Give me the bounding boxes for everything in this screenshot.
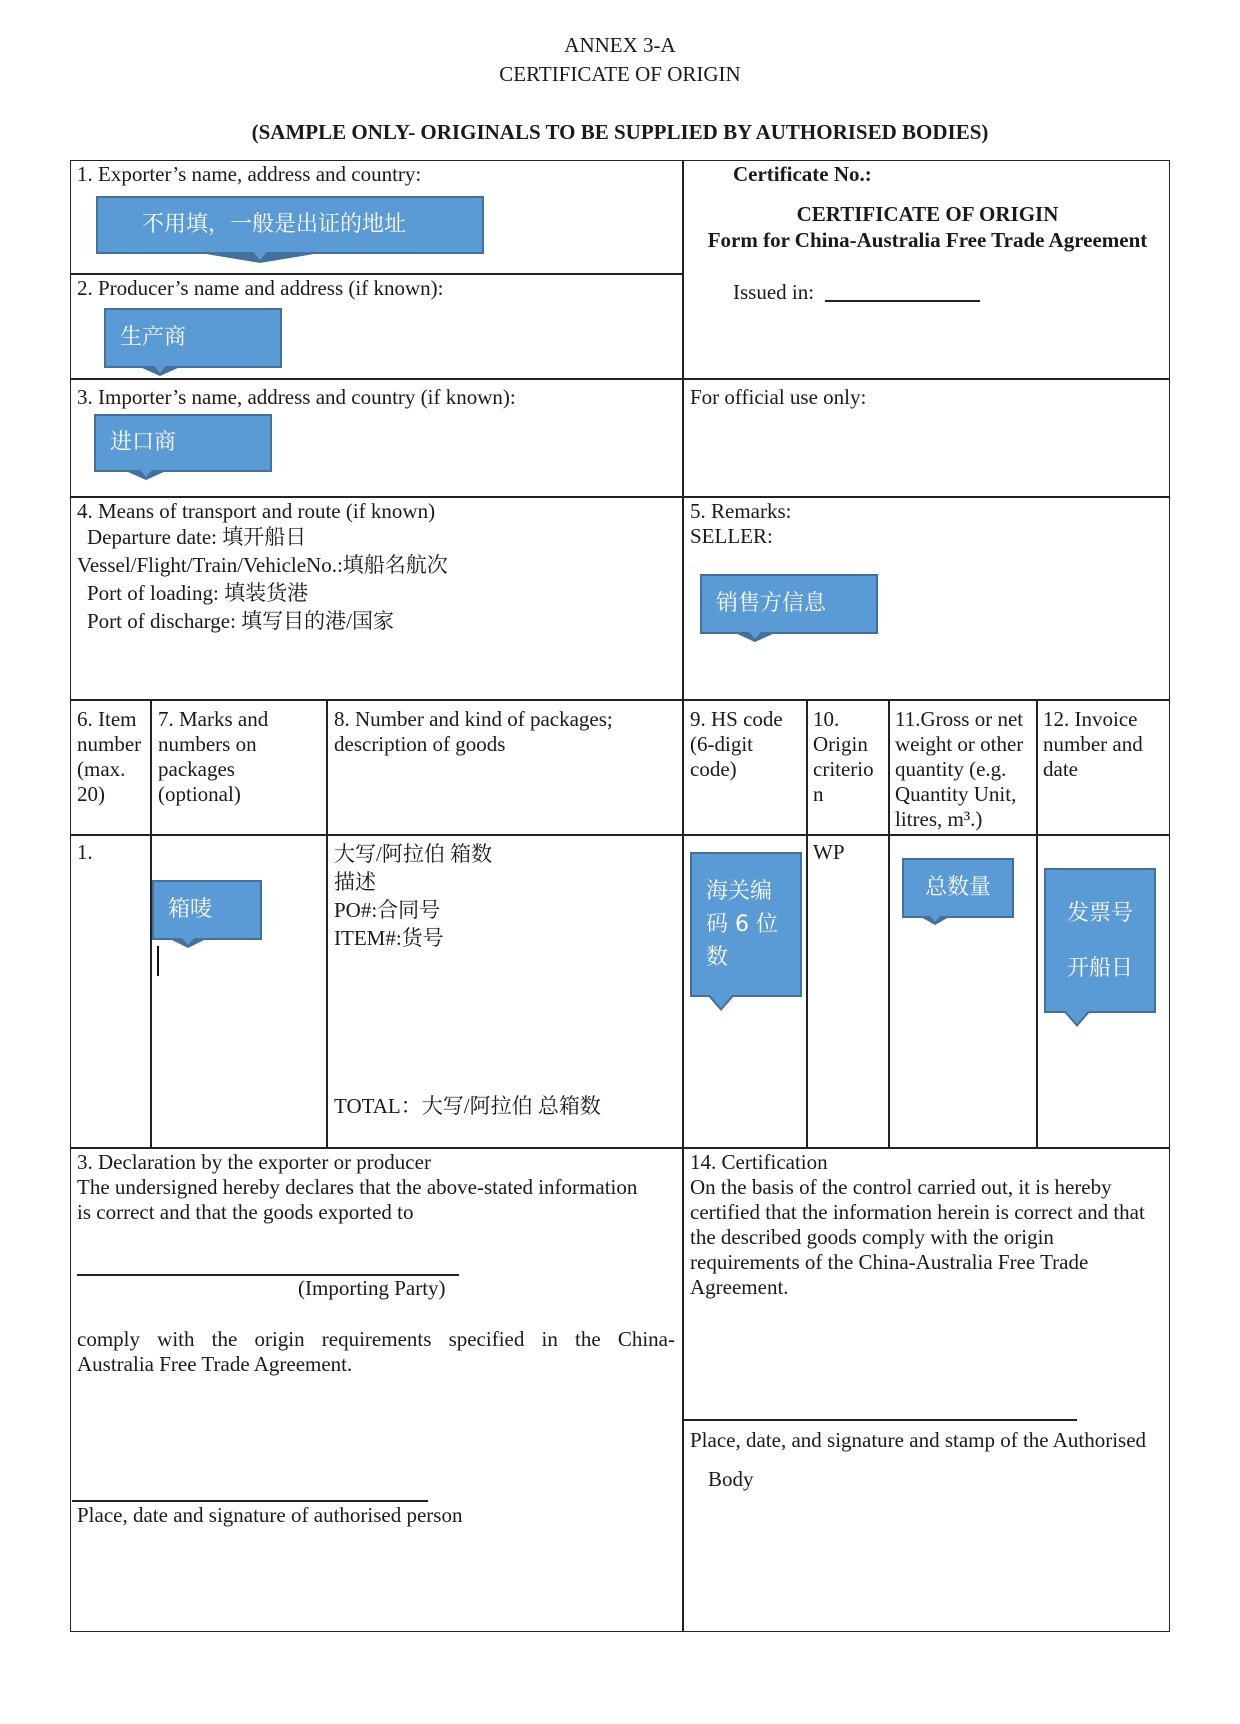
rule-column-headers: [70, 834, 1170, 836]
hs-code-note: 海关编 码 6 位 数: [690, 852, 802, 997]
quantity-note-pointer: [921, 917, 949, 925]
issued-in-label: Issued in:: [733, 280, 815, 304]
invoice-note-pointer: [1064, 1012, 1090, 1027]
rule-box1-box2: [70, 273, 682, 275]
authorised-body-signature-line: [684, 1419, 1077, 1421]
sample-note: (SAMPLE ONLY- ORIGINALS TO BE SUPPLIED BY AUTHORISED BODIES): [251, 120, 989, 144]
box13-label: 3. Declaration by the exporter or producer: [77, 1150, 431, 1174]
col11-header: 11.Gross or net weight or other quantity (e.g. Quantity Unit, litres, m³.): [895, 707, 1024, 831]
col-divider-9-10: [806, 699, 808, 1147]
importing-party-label: (Importing Party): [298, 1276, 446, 1300]
box14-label: 14. Certification: [690, 1150, 828, 1174]
issued-in-line: [825, 300, 980, 302]
rule-box3-box4: [70, 496, 1170, 498]
marks-note: 箱唛: [152, 880, 262, 940]
col-divider-8-9: [682, 699, 684, 1147]
authorised-body-signature-label-2: Body: [708, 1467, 754, 1491]
col12-header: 12. Invoice number and date: [1043, 707, 1143, 781]
quantity-note: 总数量: [902, 858, 1014, 918]
box1-note-pointer: [200, 253, 320, 263]
text-cursor: [157, 946, 159, 976]
box3-note-pointer: [126, 471, 166, 480]
port-of-discharge: Port of discharge: 填写目的港/国家: [87, 609, 395, 633]
col-divider-7-8: [326, 699, 328, 1147]
box5-note: 销售方信息: [700, 574, 878, 634]
port-of-loading: Port of loading: 填装货港: [87, 581, 309, 605]
comply-text-1: comply with the origin requirements specified in the China-: [77, 1327, 675, 1351]
rule-box2-box3: [70, 378, 1170, 380]
invoice-note: 发票号 开船日: [1044, 868, 1156, 1013]
goods-description: 大写/阿拉伯 箱数 描述 PO#:合同号 ITEM#:货号: [334, 842, 493, 950]
authorised-body-signature-label-1: Place, date, and signature and stamp of the Authorised: [690, 1428, 1147, 1452]
marks-note-pointer: [170, 939, 206, 948]
box5-note-pointer: [735, 633, 775, 642]
declaration-text-2: is correct and that the goods exported to: [77, 1200, 414, 1224]
box4-label: 4. Means of transport and route (if known): [77, 499, 436, 523]
certificate-title: CERTIFICATE OF ORIGIN: [796, 202, 1059, 226]
departure-date: Departure date: 填开船日: [87, 525, 307, 549]
official-use-label: For official use only:: [690, 385, 867, 409]
box2-note: 生产商: [104, 308, 282, 368]
box2-note-pointer: [140, 367, 180, 376]
box3-label: 3. Importer’s name, address and country (if known):: [77, 385, 516, 409]
col6-header: 6. Item number (max. 20): [77, 707, 142, 806]
box1-note: 不用填，一般是出证的地址: [96, 196, 484, 254]
center-divider-bottom: [682, 1147, 684, 1632]
box3-note: 进口商: [94, 414, 272, 472]
exporter-signature-line: [72, 1500, 428, 1502]
col-divider-11-12: [1036, 699, 1038, 1147]
center-divider-top: [682, 160, 684, 700]
annex-label: ANNEX 3-A: [564, 33, 676, 57]
certification-text: On the basis of the control carried out, it is hereby certified that the information herein is correct and that the described goods comply with the origin requirements of the China-Australia Free Trade Agreement.: [690, 1175, 1145, 1299]
col9-header: 9. HS code (6-digit code): [690, 707, 783, 781]
box5-label: 5. Remarks:: [690, 499, 792, 523]
box2-label: 2. Producer’s name and address (if known):: [77, 276, 444, 300]
rule-goods-declaration: [70, 1147, 1170, 1149]
origin-criterion-value: WP: [813, 840, 845, 864]
exporter-signature-label: Place, date and signature of authorised person: [77, 1503, 463, 1527]
box1-label: 1. Exporter’s name, address and country:: [77, 162, 422, 186]
comply-text-2: Australia Free Trade Agreement.: [77, 1352, 353, 1376]
col8-header: 8. Number and kind of packages; description of goods: [334, 707, 613, 756]
certificate-subtitle: Form for China-Australia Free Trade Agreement: [707, 228, 1148, 252]
hs-code-note-pointer: [708, 996, 734, 1011]
col10-header: 10. Origin criterio n: [813, 707, 874, 806]
declaration-text-1: The undersigned hereby declares that the above-stated information: [77, 1175, 638, 1199]
col-divider-10-11: [888, 699, 890, 1147]
item-number: 1.: [77, 840, 93, 864]
document-title: CERTIFICATE OF ORIGIN: [499, 62, 741, 86]
certificate-no-label: Certificate No.:: [733, 162, 872, 186]
seller-label: SELLER:: [690, 524, 773, 548]
rule-box4-columns: [70, 699, 1170, 701]
goods-total: TOTAL：大写/阿拉伯 总箱数: [334, 1094, 601, 1118]
col7-header: 7. Marks and numbers on packages (optional): [158, 707, 269, 806]
vessel-info: Vessel/Flight/Train/VehicleNo.:填船名航次: [77, 553, 448, 577]
